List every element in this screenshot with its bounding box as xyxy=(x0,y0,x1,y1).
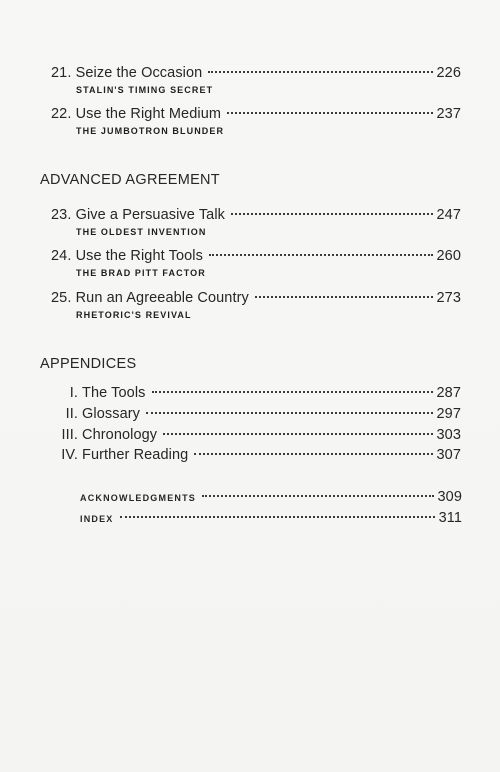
chapter-subtitle: RHETORIC'S REVIVAL xyxy=(76,310,192,320)
chapter-subtitle: STALIN'S TIMING SECRET xyxy=(76,85,214,95)
page-number: 309 xyxy=(437,489,462,505)
chapter-title: 25. Run an Agreeable Country xyxy=(51,290,249,306)
dot-leader xyxy=(208,71,432,73)
toc-line xyxy=(51,105,461,123)
appendix-numeral: IV. xyxy=(61,447,78,463)
appendix-numeral: III. xyxy=(61,427,78,443)
toc-line xyxy=(80,509,462,528)
toc-line xyxy=(80,488,462,507)
page-number: 287 xyxy=(436,385,461,401)
chapter-subtitle: THE JUMBOTRON BLUNDER xyxy=(76,126,225,136)
toc-entry-22[interactable] xyxy=(51,105,461,136)
page-number: 260 xyxy=(436,248,461,264)
toc-line xyxy=(52,426,461,444)
chapter-title: 23. Give a Persuasive Talk xyxy=(51,207,226,223)
appendix-title: The Tools xyxy=(82,385,146,401)
dot-leader xyxy=(163,433,432,435)
toc-line xyxy=(51,64,461,82)
dot-leader xyxy=(255,296,433,298)
toc-line xyxy=(52,405,461,423)
toc-line xyxy=(51,247,461,265)
toc-line xyxy=(51,206,461,224)
appendix-entry-4[interactable] xyxy=(52,446,461,464)
appendix-numeral: II. xyxy=(65,406,78,422)
appendix-title: Further Reading xyxy=(82,447,189,463)
back-matter-title: INDEX xyxy=(80,514,114,524)
section-heading-advanced: ADVANCED AGREEMENT xyxy=(40,172,220,188)
section-heading-appendices: APPENDICES xyxy=(40,356,137,372)
chapter-title: 24. Use the Right Tools xyxy=(51,248,203,264)
appendix-title: Glossary xyxy=(82,406,141,422)
dot-leader xyxy=(209,254,433,256)
toc-entry-25[interactable] xyxy=(51,289,461,320)
appendix-numeral: I. xyxy=(69,385,78,401)
toc-line xyxy=(52,446,461,464)
appendix-entry-1[interactable] xyxy=(52,384,461,402)
chapter-subtitle: THE OLDEST INVENTION xyxy=(76,227,207,237)
page-number: 303 xyxy=(436,427,461,443)
dot-leader xyxy=(202,495,434,497)
toc-line xyxy=(51,289,461,307)
dot-leader xyxy=(231,213,432,215)
dot-leader xyxy=(194,453,432,455)
back-matter-title: ACKNOWLEDGMENTS xyxy=(80,493,196,503)
back-matter-acknowledgments[interactable] xyxy=(80,488,462,507)
page-number: 273 xyxy=(436,290,461,306)
appendix-entry-3[interactable] xyxy=(52,426,461,444)
appendix-title: Chronology xyxy=(82,427,158,443)
page-number: 247 xyxy=(436,207,461,223)
page-number: 307 xyxy=(436,447,461,463)
dot-leader xyxy=(146,412,432,414)
chapter-title: 22. Use the Right Medium xyxy=(51,106,222,122)
dot-leader xyxy=(152,391,433,393)
chapter-title: 21. Seize the Occasion xyxy=(51,65,203,81)
toc-entry-23[interactable] xyxy=(51,206,461,237)
chapter-subtitle: THE BRAD PITT FACTOR xyxy=(76,268,206,278)
back-matter-index[interactable] xyxy=(80,509,462,528)
page-number: 237 xyxy=(436,106,461,122)
page-number: 226 xyxy=(436,65,461,81)
page-number: 297 xyxy=(436,406,461,422)
toc-entry-24[interactable] xyxy=(51,247,461,278)
appendix-entry-2[interactable] xyxy=(52,405,461,423)
dot-leader xyxy=(120,516,435,518)
toc-line xyxy=(52,384,461,402)
dot-leader xyxy=(227,112,432,114)
toc-entry-21[interactable] xyxy=(51,64,461,95)
page-number: 311 xyxy=(438,510,462,526)
